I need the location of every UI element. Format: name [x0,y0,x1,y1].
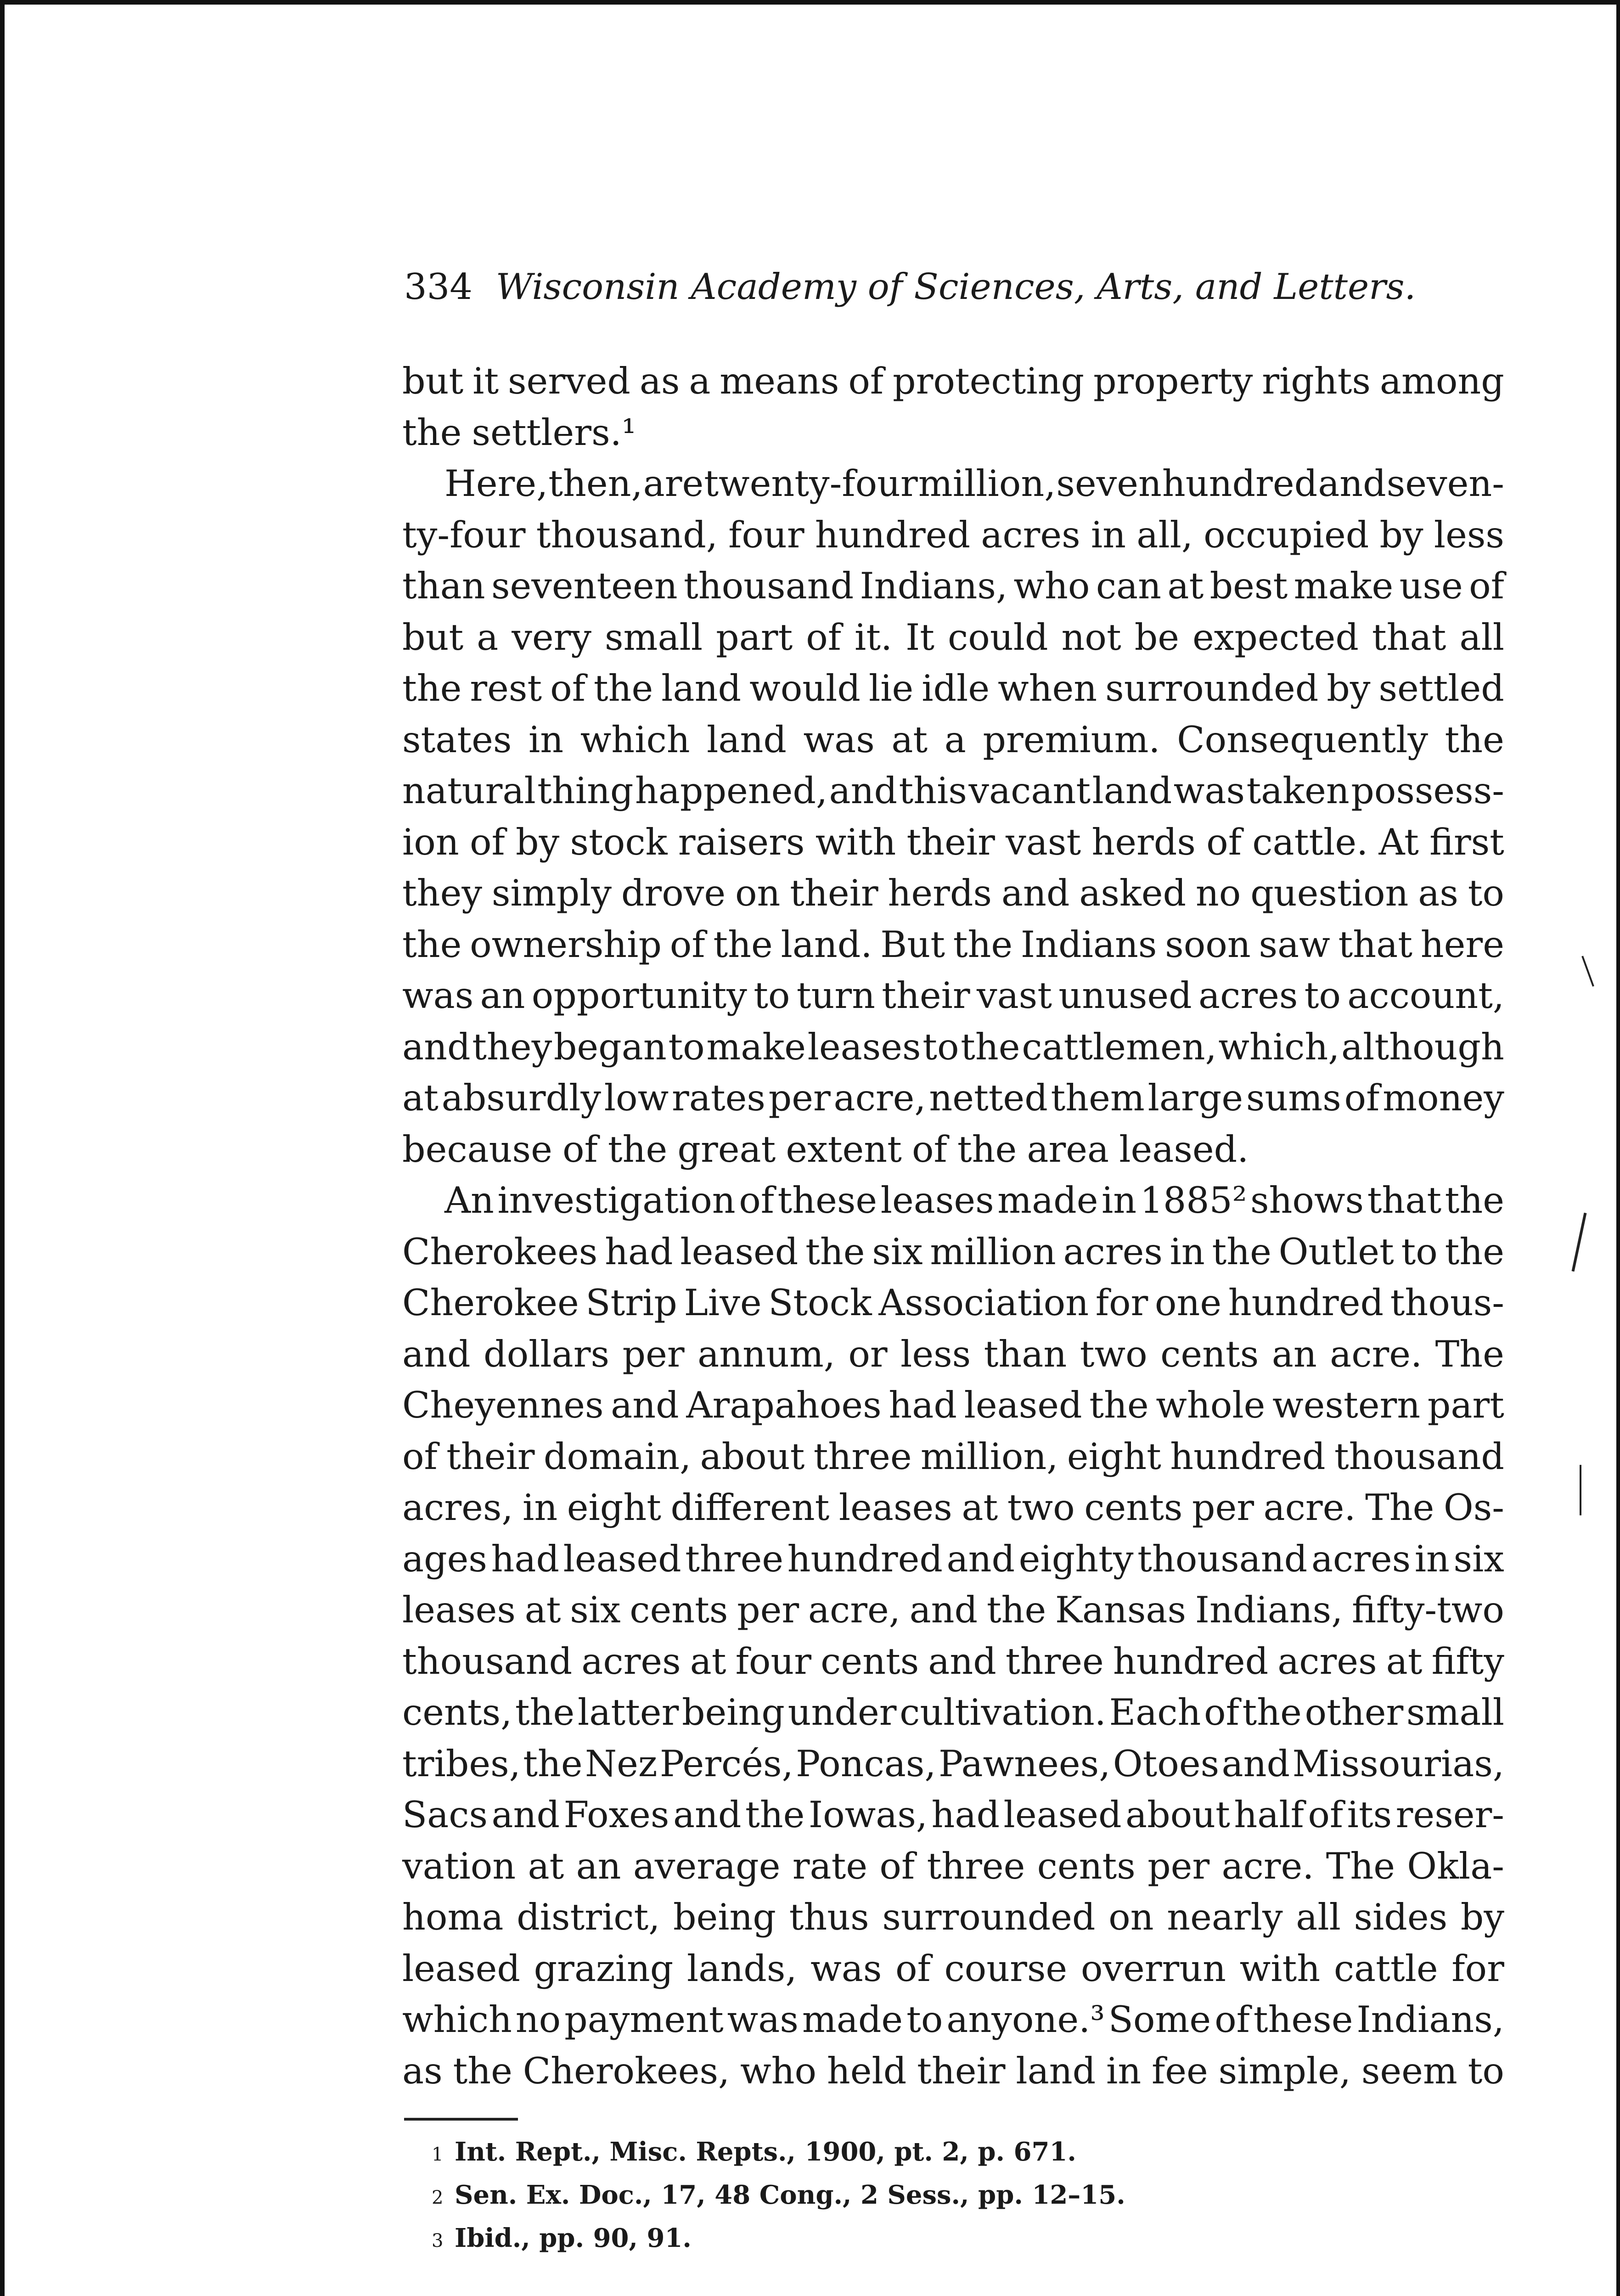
text-line: cents, the latter being under cultivation. Each of the other small [402,1691,1504,1733]
text-line: leases at six cents per acre, and the Kansas Indians, fifty-two [402,1589,1504,1631]
text-line: states in which land was at a premium. Consequently the [402,718,1504,761]
text-line: thousand acres at four cents and three hundred acres at fifty [402,1640,1504,1683]
text-line: at absurdly low rates per acre, netted them large sums of money [402,1077,1504,1119]
margin-scratch [1580,1465,1581,1515]
text-line: but a very small part of it. It could not be expected that all [402,616,1504,658]
text-line: vation at an average rate of three cents per acre. The Okla- [402,1845,1504,1887]
text-line: Cherokees had leased the six million acres in the Outlet to the [402,1230,1504,1273]
text-line: Sacs and Foxes and the Iowas, had leased about half of its reser- [402,1794,1504,1836]
text-line: Here, then, are twenty-four million, seven hundred and seven- [444,462,1504,505]
body-text [402,356,1504,2097]
text-line: the ownership of the land. But the Indians soon saw that here [402,923,1504,966]
text-line: was an opportunity to turn their vast unused acres to account, [402,974,1504,1017]
text-line: but it served as a means of protecting property rights among [402,360,1504,402]
text-line: tribes, the Nez Percés, Poncas, Pawnees, Otoes and Missourias, [402,1742,1504,1785]
footnote-number: 2 [432,2187,444,2208]
scan-border-left [0,0,5,2296]
running-head [404,264,1433,310]
text-line: because of the great extent of the area leased. [402,1128,1249,1171]
footnote-number: 1 [432,2144,444,2165]
footnote-text: Int. Rept., Misc. Repts., 1900, pt. 2, p. 671. [455,2137,1076,2167]
text-line: than seventeen thousand Indians, who can at best make use of [402,565,1504,607]
text-line: which no payment was made to anyone.³ Some of these Indians, [402,1998,1504,2041]
footnote-number: 3 [432,2230,444,2251]
text-line: as the Cherokees, who held their land in fee simple, seem to [402,2049,1504,2092]
text-line: they simply drove on their herds and asked no question as to [402,872,1504,914]
text-line: the rest of the land would lie idle when surrounded by settled [402,667,1504,709]
text-line: the settlers.¹ [402,411,636,454]
footnote [432,2175,1396,2218]
footnote-text: Ibid., pp. 90, 91. [455,2223,692,2253]
text-line: ages had leased three hundred and eighty thousand acres in six [402,1537,1504,1580]
footnotes [432,2132,1396,2261]
text-line: ty-four thousand, four hundred acres in all, occupied by less [402,513,1504,556]
text-line: of their domain, about three million, eight hundred thousand [402,1435,1504,1478]
text-line: natural thing happened, and this vacant land was taken possess- [402,770,1504,812]
page-number: 334 [404,266,472,308]
text-line: leased grazing lands, was of course overrun with cattle for [402,1947,1504,1990]
footnote-text: Sen. Ex. Doc., 17, 48 Cong., 2 Sess., pp. 12–15. [455,2180,1125,2210]
text-line: and dollars per annum, or less than two cents an acre. The [402,1333,1504,1375]
text-line: Cherokee Strip Live Stock Association for one hundred thous- [402,1282,1504,1324]
text-line: An investigation of these leases made in 1885² shows that the [444,1179,1504,1221]
margin-scratch [1572,1213,1587,1272]
text-line: ion of by stock raisers with their vast herds of cattle. At first [402,821,1504,863]
scan-border-top [0,0,1620,5]
text-line: and they began to make leases to the cattlemen, which, although [402,1025,1504,1068]
footnote [432,2218,1396,2261]
text-line: acres, in eight different leases at two cents per acre. The Os- [402,1486,1504,1529]
footnote [432,2132,1396,2175]
text-line: homa district, being thus surrounded on nearly all sides by [402,1896,1504,1938]
scan-border-right [1616,0,1620,2296]
margin-scratch [1581,956,1594,986]
footnote-rule [404,2118,518,2121]
text-line: Cheyennes and Arapahoes had leased the whole western part [402,1384,1504,1426]
journal-title: Wisconsin Academy of Sciences, Arts, and Letters. [495,266,1416,308]
